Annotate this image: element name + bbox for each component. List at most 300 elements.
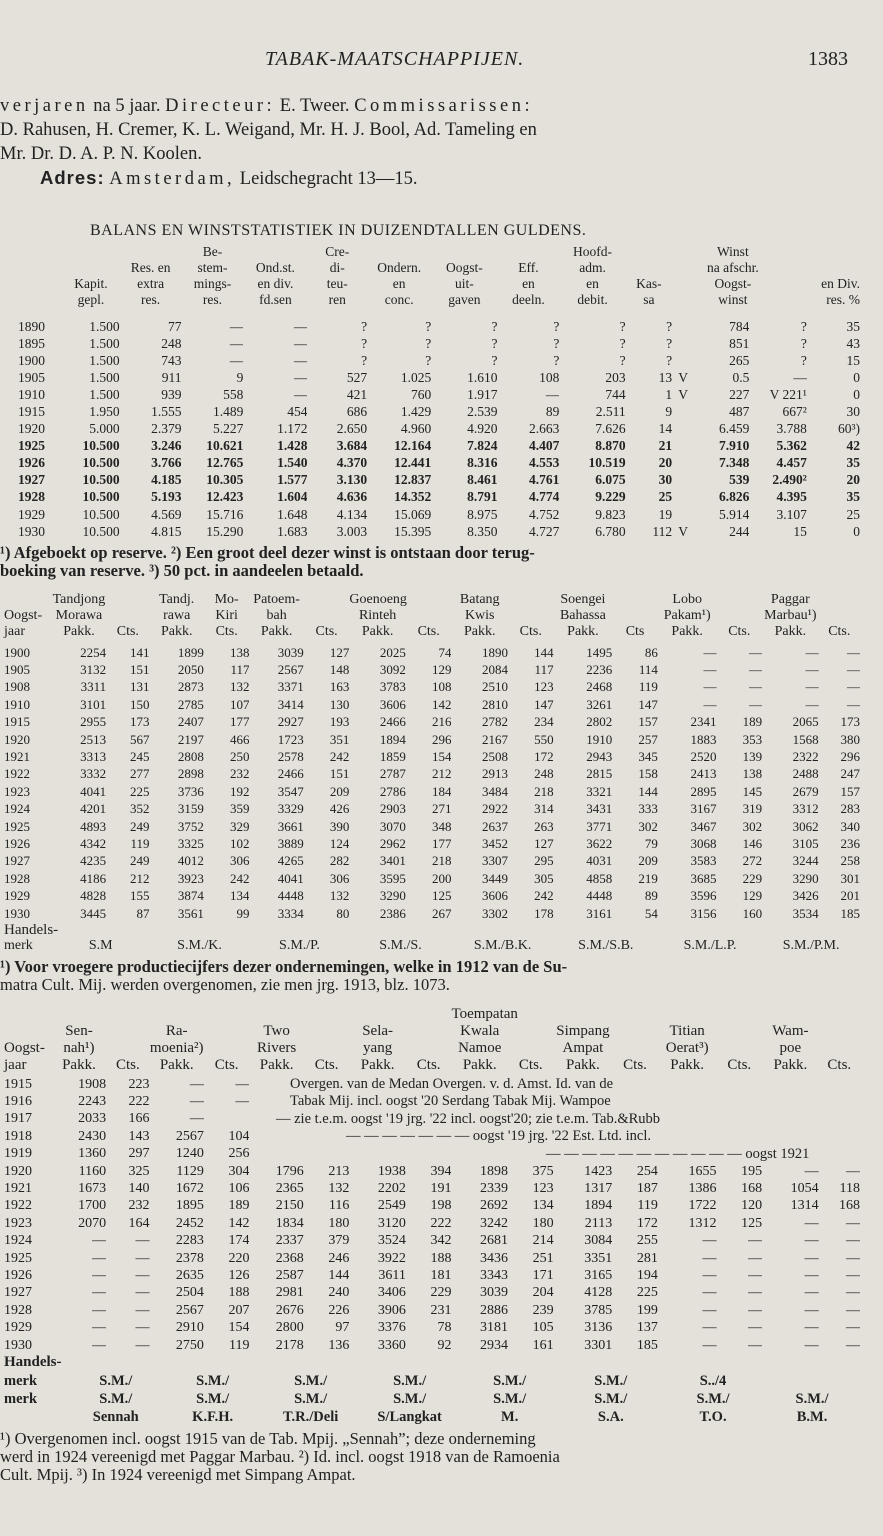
table3-header-cell: poe	[779, 1040, 802, 1056]
table3-cell: 394	[430, 1163, 452, 1179]
balans-cell: 4.815	[151, 523, 182, 539]
table2-row	[4, 905, 860, 922]
table3-header-cell: Ra-	[165, 1023, 188, 1039]
table3-span-note: — — — — — — — — — — — oogst 1921	[546, 1145, 810, 1162]
balans-header-cell: res.	[202, 292, 223, 307]
table2-cell: 2407	[177, 714, 204, 730]
table2-row	[4, 731, 860, 748]
balans-header-cell	[672, 292, 694, 308]
table3-cell: —	[92, 1267, 107, 1283]
table3-cell: 1129	[176, 1163, 204, 1179]
balans-cell: 7.348	[719, 455, 750, 471]
table2-header-cell: Kiri	[215, 608, 238, 623]
balans-header-cell: Ondern.	[377, 260, 422, 275]
balans-header-cell: Oogst-	[714, 276, 752, 291]
balans-header-cell: stem-	[197, 260, 228, 275]
table3-cell: 180	[532, 1215, 554, 1231]
table3-cell: 375	[532, 1163, 554, 1179]
table3-cell: —	[135, 1267, 150, 1283]
table3-cell: —	[846, 1233, 860, 1249]
table3-cell: 191	[430, 1181, 452, 1197]
table3-cell: 1908	[78, 1076, 107, 1092]
table3-cell: 2886	[479, 1302, 508, 1318]
balans-cell: 0	[853, 369, 860, 385]
balans-cell: 0.5	[732, 369, 750, 385]
table3-cell: 2150	[275, 1198, 304, 1214]
table3-row	[4, 1319, 860, 1336]
table3-cell: 240	[328, 1285, 350, 1301]
table3-cell	[249, 1146, 303, 1163]
balans-header-cell: gaven	[448, 292, 481, 307]
table2-cell: 3783	[379, 679, 406, 695]
table2-cell: 4201	[80, 801, 107, 817]
balans-cell: 539	[729, 472, 750, 488]
table3-cell: 2587	[275, 1267, 304, 1283]
balans-header-cell: Res. en	[130, 260, 171, 275]
table3-row	[4, 1198, 860, 1215]
table3-cell: —	[804, 1285, 819, 1301]
table2-cell: 1928	[4, 870, 30, 886]
table2-header-cell: Bahassa	[559, 608, 606, 623]
handels-merk: S.M./B.K.	[473, 938, 532, 953]
balans-header-cell: en Div.	[821, 276, 860, 291]
handels-merk: S.M./	[393, 1372, 427, 1389]
balans-header-cell	[772, 244, 860, 260]
table2-cell: 3661	[277, 818, 304, 834]
balans-cell: 1.555	[151, 404, 182, 420]
table3-cell: 256	[228, 1146, 250, 1162]
table3-cell: 116	[328, 1198, 350, 1214]
table2-cell: 3467	[690, 818, 717, 834]
table3-row	[4, 1302, 860, 1319]
balans-cell: 760	[410, 386, 432, 402]
table3-cell: 3906	[377, 1302, 406, 1318]
table3-cell: —	[846, 1163, 860, 1179]
table2-row	[4, 748, 860, 765]
table3-header-cell: Oogst-	[4, 1040, 45, 1056]
table2-cell: 87	[136, 905, 150, 921]
balans-cell: 421	[346, 386, 368, 402]
table3-cell: 3084	[584, 1233, 613, 1249]
table3-span-note: — — — — — — — oogst '19 jrg. '22 Est. Ltd. incl.	[346, 1128, 652, 1145]
table2-cell: 1921	[4, 749, 30, 765]
table3-cell: —	[804, 1215, 819, 1231]
table2-cell: 185	[840, 905, 860, 921]
table3-cell: —	[846, 1267, 860, 1283]
balans-row	[18, 489, 860, 506]
table2-cell: 200	[431, 870, 452, 886]
balans-cell: 1929	[18, 506, 45, 522]
table3-cell: 125	[741, 1215, 763, 1231]
handels-label-2: Handels-	[4, 1354, 62, 1370]
balans-cell: 0	[853, 523, 860, 539]
table3-cell: 1915	[4, 1076, 32, 1092]
balans-cell: 1925	[18, 438, 45, 454]
table2-header-cell: Tandj.	[159, 592, 195, 607]
table3-cell: 304	[228, 1163, 250, 1179]
balans-cell: 1895	[18, 335, 45, 351]
table2-cell: 3889	[277, 835, 304, 851]
table2-cell: 242	[534, 888, 554, 904]
balans-row	[18, 421, 860, 438]
balans-header-cell	[120, 244, 182, 260]
table2-cell: 218	[431, 853, 452, 869]
table3-cell: 2452	[175, 1215, 204, 1231]
table2-cell: 3874	[177, 888, 204, 904]
balans-cell: —	[293, 318, 308, 334]
handelsmerk-row	[4, 1390, 860, 1408]
table2-cell: 216	[431, 714, 452, 730]
table3-cell: —	[92, 1320, 107, 1336]
table2-header-cell	[304, 592, 350, 608]
table3-header-cell	[508, 1040, 554, 1057]
handelsmerk-row	[4, 938, 860, 954]
table3-header-cell	[406, 1040, 452, 1057]
table2-cell: 4265	[277, 853, 304, 869]
table2-cell: 2413	[690, 766, 717, 782]
table3-cell	[717, 1093, 763, 1110]
table3-cell: 2178	[275, 1337, 304, 1353]
table2-row	[4, 853, 860, 870]
table2-cell: 1908	[4, 679, 30, 695]
balans-header-row	[18, 260, 860, 276]
balans-cell: V	[678, 523, 688, 539]
table2-cell: 567	[130, 731, 150, 747]
balans-cell: 454	[287, 404, 308, 420]
table3-cell: 2430	[78, 1128, 107, 1144]
table3-cell: —	[135, 1285, 150, 1301]
table3-cell: 119	[228, 1337, 250, 1353]
table2-cell: 3161	[586, 905, 613, 921]
table2-header-cell: rawa	[163, 608, 191, 623]
table3-cell: —	[135, 1233, 150, 1249]
table2-header-cell: Goenoeng	[349, 592, 407, 607]
table3-cell: 229	[430, 1285, 452, 1301]
handels-merk: S.M./	[493, 1390, 527, 1407]
balans-header-cell: en	[392, 276, 406, 291]
table2-cell: 4012	[177, 853, 204, 869]
table2-cell: 345	[638, 749, 658, 765]
table3-row	[4, 1215, 860, 1232]
balans-header-cell	[243, 244, 307, 260]
table2-cell: 131	[130, 679, 150, 695]
balans-cell: 1.648	[277, 506, 308, 522]
table2-cell: 2050	[177, 662, 204, 678]
table2-cell: 2025	[379, 644, 406, 660]
table2-cell: —	[847, 662, 860, 678]
table2-cell: 3068	[690, 835, 717, 851]
balans-cell: 939	[161, 386, 182, 402]
table3-cell: 143	[128, 1128, 150, 1144]
balans-cell: 15	[846, 352, 860, 368]
balans-row	[18, 403, 860, 420]
table3-cell: 2337	[275, 1233, 304, 1249]
handels-merk: T.O.	[699, 1408, 727, 1425]
balans-header-cell	[672, 260, 694, 276]
table3-cell: 3785	[584, 1302, 613, 1318]
balans-cell: 1.683	[277, 523, 308, 539]
table2-cell: 1926	[4, 835, 30, 851]
handels-merk: S.M./	[393, 1390, 427, 1407]
table3-cell: —	[92, 1302, 107, 1318]
balans-cell: 1.500	[89, 352, 120, 368]
table3-cell: 166	[128, 1111, 150, 1127]
table3-cell: 3181	[479, 1320, 508, 1336]
table3-cell: 187	[636, 1181, 658, 1197]
table2-cell: 3039	[277, 644, 304, 660]
table2-cell: 1899	[177, 644, 204, 660]
table3-header-cell: moenia²)	[149, 1040, 204, 1056]
table2-cell: —	[805, 696, 819, 712]
table2-cell: 3752	[177, 818, 204, 834]
table2-cell: 129	[742, 888, 763, 904]
balans-cell: 42	[846, 438, 860, 454]
oogst-table-2-header	[4, 1006, 860, 1074]
table2-header-cell	[4, 592, 52, 608]
balans-cell: 10.500	[82, 438, 120, 454]
table3-cell	[249, 1128, 303, 1145]
table2-cell: 2679	[792, 783, 819, 799]
table2-cell: 2782	[481, 714, 508, 730]
table2-header-cell: Pakam¹)	[663, 608, 711, 623]
table2-cell: 114	[638, 662, 658, 678]
table2-header-row	[4, 592, 860, 608]
balans-cell: 12.441	[394, 455, 432, 471]
balans-header-cell: Eff.	[518, 260, 539, 275]
balans-header-cell: Kapit.	[74, 276, 108, 291]
table3-header-cell: Wam-	[772, 1023, 809, 1039]
handelsmerk-row	[4, 1372, 860, 1390]
table2-cell: 212	[431, 766, 452, 782]
balans-cell: 35	[846, 318, 860, 334]
table3-row	[4, 1267, 860, 1284]
balans-cell: 558	[223, 386, 244, 402]
table3-header-cell	[819, 1040, 860, 1057]
table3-cell: —	[748, 1320, 763, 1336]
table3-cell: 105	[532, 1320, 554, 1336]
directeur-label: Directeur:	[165, 96, 276, 116]
table3-cell: 1918	[4, 1128, 32, 1144]
table2-cell: 296	[431, 731, 452, 747]
table3-cell	[819, 1076, 860, 1093]
table3-cell: 1920	[4, 1163, 32, 1179]
balans-cell: ?	[361, 335, 368, 351]
table2-cell: 2466	[277, 766, 304, 782]
table3-cell: 1927	[4, 1285, 32, 1301]
table3-header-cell	[4, 1006, 52, 1023]
balans-cell: 1926	[18, 455, 45, 471]
table3-header-cell: Sela-	[362, 1023, 394, 1039]
intro-line-1	[0, 94, 533, 118]
table2-cell: 1894	[379, 731, 406, 747]
table2-row	[4, 801, 860, 818]
table2-cell: 2815	[586, 766, 613, 782]
balans-header-cell: Be-	[202, 244, 223, 259]
table2-cell: 2787	[379, 766, 406, 782]
balans-cell: 1.500	[89, 318, 120, 334]
balans-cell	[672, 506, 694, 523]
table3-cell: —	[92, 1233, 107, 1249]
table2-cell: 2508	[481, 749, 508, 765]
table3-header-cell: nah¹)	[63, 1040, 95, 1056]
balans-cell: 3.003	[336, 523, 368, 539]
table3-cell: 3351	[584, 1250, 613, 1266]
handels-merk: S.A.	[597, 1408, 624, 1425]
table3-header-cell	[4, 1023, 52, 1040]
table2-header-cell: Oogst-	[4, 608, 43, 623]
table2-cell: 177	[431, 835, 452, 851]
handels-merk: S.M	[88, 938, 113, 953]
page-header	[0, 48, 883, 72]
balans-cell: 3.766	[151, 455, 182, 471]
table3-header-cell: Ampat	[562, 1040, 604, 1056]
table3-header-cell	[717, 1006, 763, 1023]
balans-header-cell: mings-	[193, 276, 232, 291]
table2-cell: 86	[644, 644, 658, 660]
table3-cell: 97	[335, 1320, 350, 1336]
balans-cell: V	[678, 386, 688, 402]
table3-cell: 2113	[584, 1215, 613, 1231]
table3-header-cell: Pakk.	[773, 1057, 808, 1073]
table3-cell: 136	[328, 1337, 350, 1353]
balans-cell: 19	[658, 506, 673, 522]
table3-header-cell	[204, 1023, 250, 1040]
table2-cell: 333	[638, 801, 658, 817]
table2-cell: —	[703, 662, 717, 678]
table2-cell: 3452	[481, 835, 508, 851]
table3-cell: 2033	[78, 1111, 107, 1127]
intro-line-2: D. Rahusen, H. Cremer, K. L. Weigand, Mr. H. J. Bool, Ad. Tameling en	[0, 120, 537, 140]
table3-header-cell	[106, 1023, 149, 1040]
table3-cell: —	[189, 1076, 204, 1092]
balans-cell: ?	[491, 318, 498, 334]
table3-cell	[819, 1146, 860, 1163]
table2-cell: 3771	[586, 818, 613, 834]
balans-cell: ?	[619, 318, 626, 334]
table3-cell: 3039	[479, 1285, 508, 1301]
table3-cell: 134	[532, 1198, 554, 1214]
table3-cell: 214	[532, 1233, 554, 1249]
table2-cell: 147	[638, 696, 658, 712]
table2-cell: 550	[534, 731, 554, 747]
table2-cell: 157	[840, 783, 860, 799]
balans-cell: 5.227	[213, 421, 244, 437]
handels-merk-label: merk	[4, 1390, 38, 1407]
balans-cell: 4.134	[336, 506, 368, 522]
balans-header-cell	[672, 244, 694, 260]
table3-cell	[658, 1093, 717, 1110]
oogst-table-1-header	[4, 592, 860, 640]
table2-header-cell: Cts.	[728, 624, 751, 639]
table2-header-cell	[612, 592, 658, 608]
balans-cell	[672, 318, 694, 335]
table3-cell: 232	[128, 1198, 150, 1214]
balans-header-cell	[431, 244, 497, 260]
table3-cell: 1360	[78, 1146, 107, 1162]
balans-cell: ?	[553, 352, 560, 368]
table3-cell: 220	[228, 1250, 250, 1266]
table2-cell: 302	[638, 818, 658, 834]
table3-cell: —	[135, 1302, 150, 1318]
table3-cell: 1923	[4, 1215, 32, 1231]
table3-header-cell: Sen-	[65, 1023, 93, 1039]
table3-header-cell: Pakk.	[360, 1057, 395, 1073]
balans-cell: 4.457	[776, 455, 807, 471]
table2-cell: 3092	[379, 662, 406, 678]
table2-cell: 314	[534, 801, 554, 817]
balans-cell: —	[793, 369, 807, 385]
table3-cell: 1314	[790, 1198, 819, 1214]
balans-cell: 4.920	[467, 421, 498, 437]
balans-cell	[672, 489, 694, 506]
balans-cell	[672, 472, 694, 489]
table3-cell	[406, 1146, 452, 1163]
table3-header-cell	[349, 1006, 405, 1023]
table2-cell: —	[805, 662, 819, 678]
table2-cell: 130	[329, 696, 350, 712]
table2-cell: 232	[229, 766, 250, 782]
balans-header-cell: conc.	[384, 292, 414, 307]
table3-cell: —	[846, 1250, 860, 1266]
handels-merk: S.M./	[294, 1372, 328, 1389]
table2-cell: 3371	[277, 679, 304, 695]
table3-cell: 207	[228, 1302, 250, 1318]
table2-cell: —	[749, 696, 763, 712]
balans-header-cell: di-	[329, 260, 345, 275]
table3-cell: 342	[430, 1233, 452, 1249]
table2-cell: 219	[638, 870, 658, 886]
table2-cell: 3736	[177, 783, 204, 799]
table3-cell: —	[235, 1076, 250, 1092]
table3-cell: —	[702, 1250, 717, 1266]
table2-cell: 4031	[586, 853, 613, 869]
table2-header-cell: Pakk.	[567, 624, 599, 639]
table2-header-cell	[304, 608, 350, 624]
table3-cell: 185	[636, 1337, 658, 1353]
balans-row	[18, 352, 860, 369]
table2-cell: 296	[840, 749, 860, 765]
table3-cell: 2910	[175, 1320, 204, 1336]
table2-header-cell: Mo-	[214, 592, 239, 607]
balans-cell: 667²	[782, 404, 807, 420]
balans-cell: 4.960	[400, 421, 432, 437]
table2-cell: 249	[130, 853, 150, 869]
table2-cell: 3290	[792, 870, 819, 886]
table2-cell: 74	[438, 644, 452, 660]
handels-merk: S.M./	[99, 1390, 133, 1407]
table2-cell: 2927	[277, 714, 304, 730]
balans-cell: 7.824	[467, 438, 498, 454]
table3-cell: —	[846, 1337, 860, 1353]
table2-cell: 3313	[80, 749, 107, 765]
balans-header-cell	[498, 244, 560, 260]
balans-cell: 5.914	[719, 506, 750, 522]
balans-cell: 784	[729, 318, 750, 334]
table2-cell: 2341	[690, 714, 717, 730]
table3-cell: 2567	[175, 1302, 204, 1318]
balans-cell: ?	[361, 352, 368, 368]
table2-cell: 3325	[177, 835, 204, 851]
table2-header-cell: Tandjong	[52, 592, 106, 607]
table2-header-cell: Cts.	[828, 624, 851, 639]
table2-cell: 209	[638, 853, 658, 869]
table2-cell: 234	[534, 714, 554, 730]
table3-cell: 126	[228, 1267, 250, 1283]
table3-cell: 1240	[175, 1146, 204, 1162]
table3-cell: 3611	[378, 1267, 406, 1283]
table3-cell: 1312	[688, 1215, 717, 1231]
table3-header-cell: Oerat³)	[665, 1040, 709, 1056]
